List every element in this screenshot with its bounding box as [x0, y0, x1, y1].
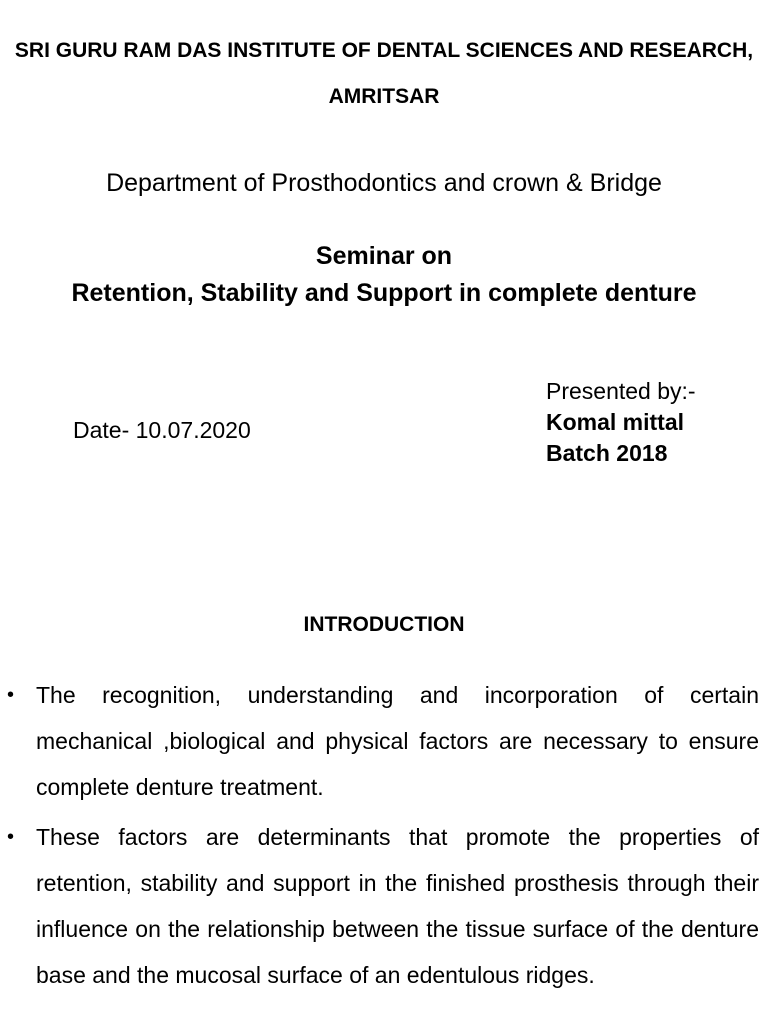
- bullet-text: The recognition, understanding and incorporation of certain mechanical ,biological and physical factors are necessary to ensure complete denture treatment.: [36, 682, 759, 800]
- seminar-date: Date- 10.07.2020: [73, 417, 251, 443]
- presenter-block: [546, 376, 696, 469]
- seminar-title-line1: Seminar on: [315, 242, 453, 270]
- introduction-heading: INTRODUCTION: [303, 613, 465, 636]
- bullet-icon: •: [7, 684, 15, 706]
- bullet-icon: •: [7, 826, 15, 848]
- presenter-batch: Batch 2018: [546, 440, 668, 466]
- presented-by-label: Presented by:-: [546, 378, 696, 404]
- list-item: [0, 672, 768, 810]
- institute-name: SRI GURU RAM DAS INSTITUTE OF DENTAL SCIENCES AND RESEARCH, AMRITSAR: [14, 39, 754, 108]
- seminar-title-line2: Retention, Stability and Support in complete denture: [71, 279, 697, 307]
- list-item: [0, 814, 768, 998]
- introduction-bullet-list: [0, 672, 768, 1002]
- bullet-text: These factors are determinants that promote the properties of retention, stability and support in the finished prosthesis through their influence on the relationship between the tissue surface of the denture base and the mucosal surface of an edentulous ridges.: [36, 824, 759, 988]
- seminar-title: [0, 238, 768, 312]
- department-name: Department of Prosthodontics and crown & Bridge: [106, 169, 662, 197]
- presenter-name: Komal mittal: [546, 409, 685, 435]
